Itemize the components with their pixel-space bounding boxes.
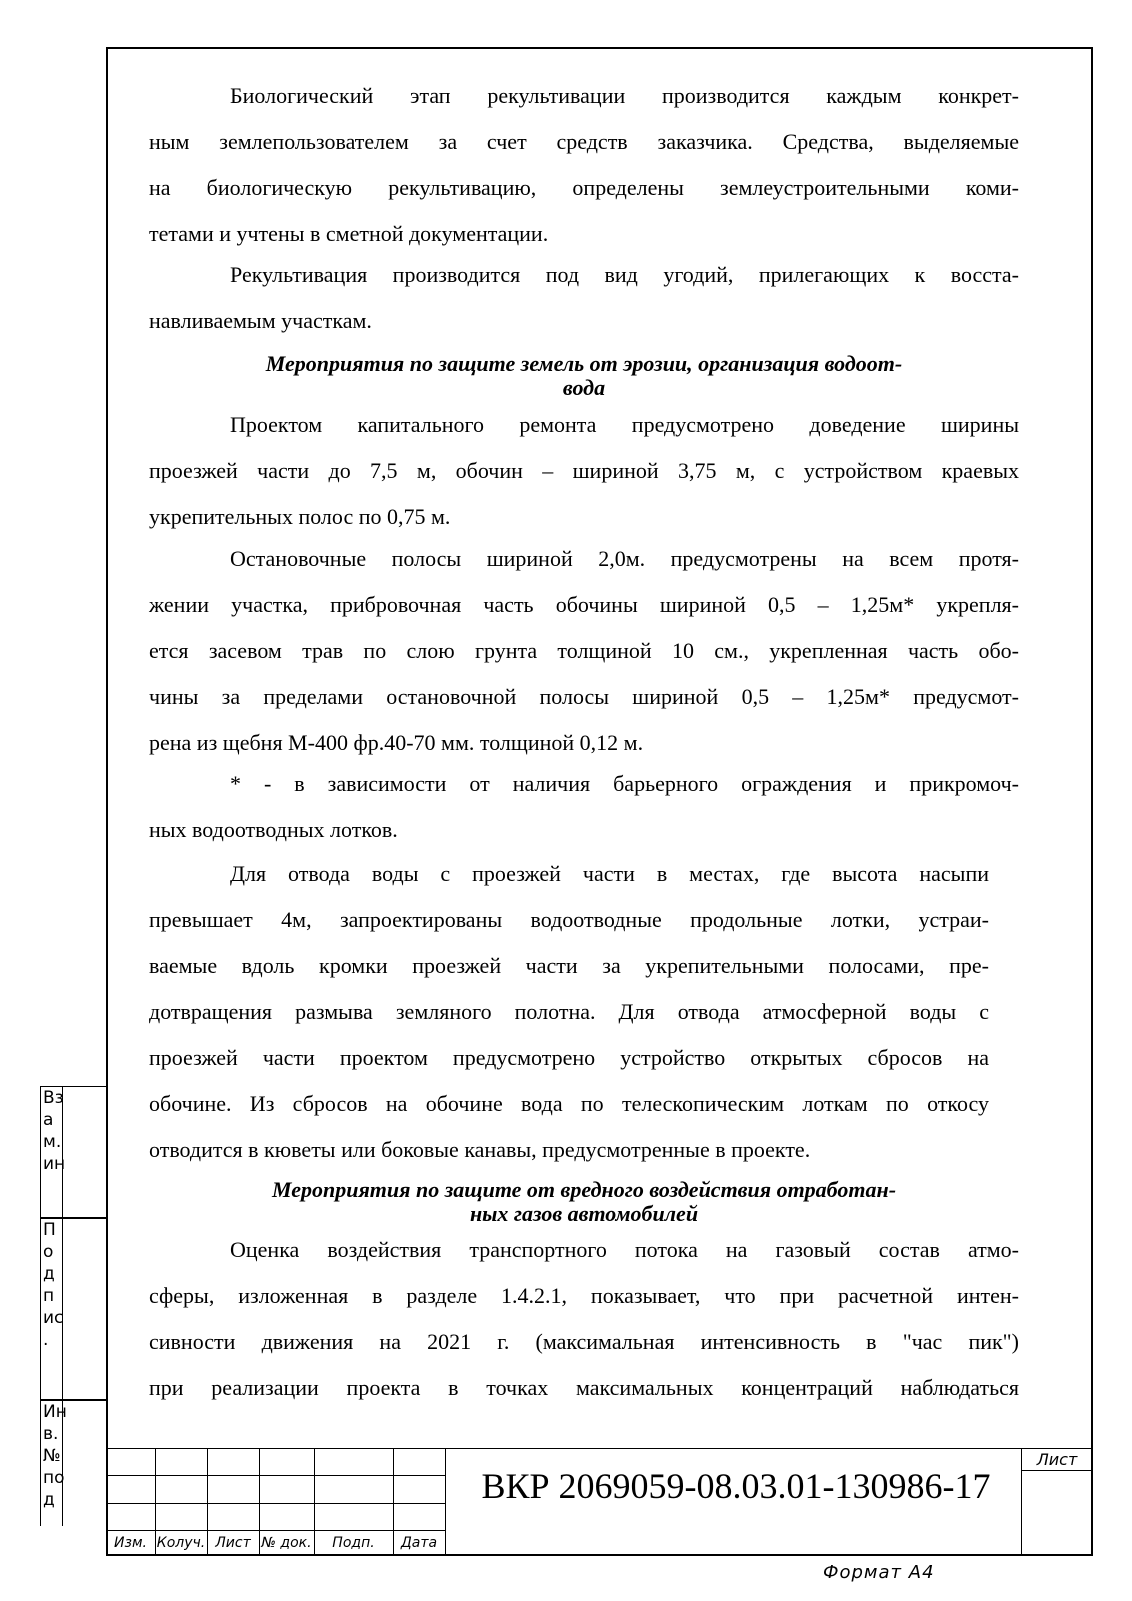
paragraph-drainage bbox=[149, 851, 989, 1173]
heading-line: вода bbox=[562, 375, 606, 400]
title-block-line bbox=[1021, 1470, 1093, 1471]
heading-exhaust-protection bbox=[149, 1178, 1019, 1226]
text-line: Остановочные полосы шириной 2,0м. предусмотрены на всем протя- bbox=[230, 546, 1019, 571]
text-line: рена из щебня М-400 фр.40-70 мм. толщиной 0,12 м. bbox=[149, 730, 644, 755]
stamp-inventory-number bbox=[40, 1400, 106, 1526]
title-block-line bbox=[106, 1503, 445, 1504]
text-line: сивности движения на 2021 г. (максимальная интенсивность в "час пик") bbox=[149, 1329, 1019, 1354]
text-line: ваемые вдоль кромки проезжей части за укрепительными полосами, пре- bbox=[149, 953, 989, 978]
header-quantity: Колуч. bbox=[156, 1535, 206, 1551]
stamp-label: Вз а м. ин bbox=[41, 1087, 63, 1217]
text-line: тетами и учтены в сметной документации. bbox=[149, 221, 549, 246]
header-sheet: Лист bbox=[215, 1535, 251, 1551]
text-line: проезжей части проектом предусмотрено устройство открытых сбросов на bbox=[149, 1045, 989, 1070]
text-line: жении участка, прибровочная часть обочины шириной 0,5 – 1,25м* укрепля- bbox=[149, 592, 1019, 617]
text-line: ется засевом трав по слою грунта толщиной 10 см., укрепленная часть обо- bbox=[149, 638, 1019, 663]
text-line: на биологическую рекультивацию, определены землеустроительными коми- bbox=[149, 175, 1019, 200]
text-line: ным землепользователем за счет средств заказчика. Средства, выделяемые bbox=[149, 129, 1019, 154]
text-line: навливаемым участкам. bbox=[149, 308, 372, 333]
text-line: Рекультивация производится под вид угодий, прилегающих к восста- bbox=[230, 262, 1019, 287]
text-line: отводится в кюветы или боковые канавы, предусмотренные в проекте. bbox=[149, 1137, 811, 1162]
text-line: Для отвода воды с проезжей части в местах, где высота насыпи bbox=[230, 861, 989, 886]
heading-line: Мероприятия по защите земель от эрозии, организация водоот- bbox=[265, 351, 903, 376]
text-line: чины за пределами остановочной полосы шириной 0,5 – 1,25м* предусмот- bbox=[149, 684, 1019, 709]
text-line: Биологический этап рекультивации производится каждым конкрет- bbox=[230, 83, 1019, 108]
header-doc-number: № док. bbox=[261, 1535, 312, 1551]
title-block-line bbox=[445, 1448, 446, 1556]
stamp-label: Ин в. № по д bbox=[41, 1401, 63, 1526]
sheet-label: Лист bbox=[1036, 1450, 1078, 1469]
stamp-label: П о д п ис . bbox=[41, 1219, 63, 1399]
paragraph-footnote bbox=[149, 761, 1019, 853]
title-block-line bbox=[106, 1475, 445, 1476]
header-change: Изм. bbox=[114, 1535, 147, 1551]
paragraph-stopping-lanes bbox=[149, 536, 1019, 766]
paragraph-repair-project bbox=[149, 402, 1019, 540]
paragraph-recultivation bbox=[149, 252, 1019, 344]
text-line: превышает 4м, запроектированы водоотводные продольные лотки, устраи- bbox=[149, 907, 989, 932]
stamp-signature-date bbox=[40, 1218, 106, 1400]
paragraph-biological-stage bbox=[149, 73, 1019, 257]
text-line: * - в зависимости от наличия барьерного ограждения и прикромоч- bbox=[230, 771, 1019, 796]
text-line: дотвращения размыва земляного полотна. Для отвода атмосферной воды с bbox=[149, 999, 989, 1024]
header-signature: Подп. bbox=[332, 1535, 375, 1551]
heading-line: Мероприятия по защите от вредного воздействия отработан- bbox=[271, 1177, 897, 1202]
paragraph-traffic-impact bbox=[149, 1227, 1019, 1411]
text-line: укрепительных полос по 0,75 м. bbox=[149, 504, 451, 529]
title-block bbox=[106, 1448, 1093, 1556]
text-line: Оценка воздействия транспортного потока на газовый состав атмо- bbox=[230, 1237, 1019, 1262]
heading-erosion-protection bbox=[149, 352, 1019, 400]
heading-line: ных газов автомобилей bbox=[469, 1201, 699, 1226]
title-block-line bbox=[106, 1448, 1093, 1449]
stamp-vzam-inv bbox=[40, 1086, 106, 1218]
text-line: Проектом капитального ремонта предусмотрено доведение ширины bbox=[230, 412, 1019, 437]
text-line: ных водоотводных лотков. bbox=[149, 817, 398, 842]
text-line: при реализации проекта в точках максимальных концентраций наблюдаться bbox=[149, 1375, 1019, 1400]
text-line: обочине. Из сбросов на обочине вода по телескопическим лоткам по откосу bbox=[149, 1091, 989, 1116]
header-date: Дата bbox=[400, 1535, 438, 1551]
format-label: Формат А4 bbox=[823, 1562, 935, 1583]
text-line: сферы, изложенная в разделе 1.4.2.1, показывает, что при расчетной интен- bbox=[149, 1283, 1019, 1308]
document-code: ВКР 2069059-08.03.01-130986-17 bbox=[481, 1466, 991, 1506]
text-line: проезжей части до 7,5 м, обочин – шириной 3,75 м, с устройством краевых bbox=[149, 458, 1019, 483]
